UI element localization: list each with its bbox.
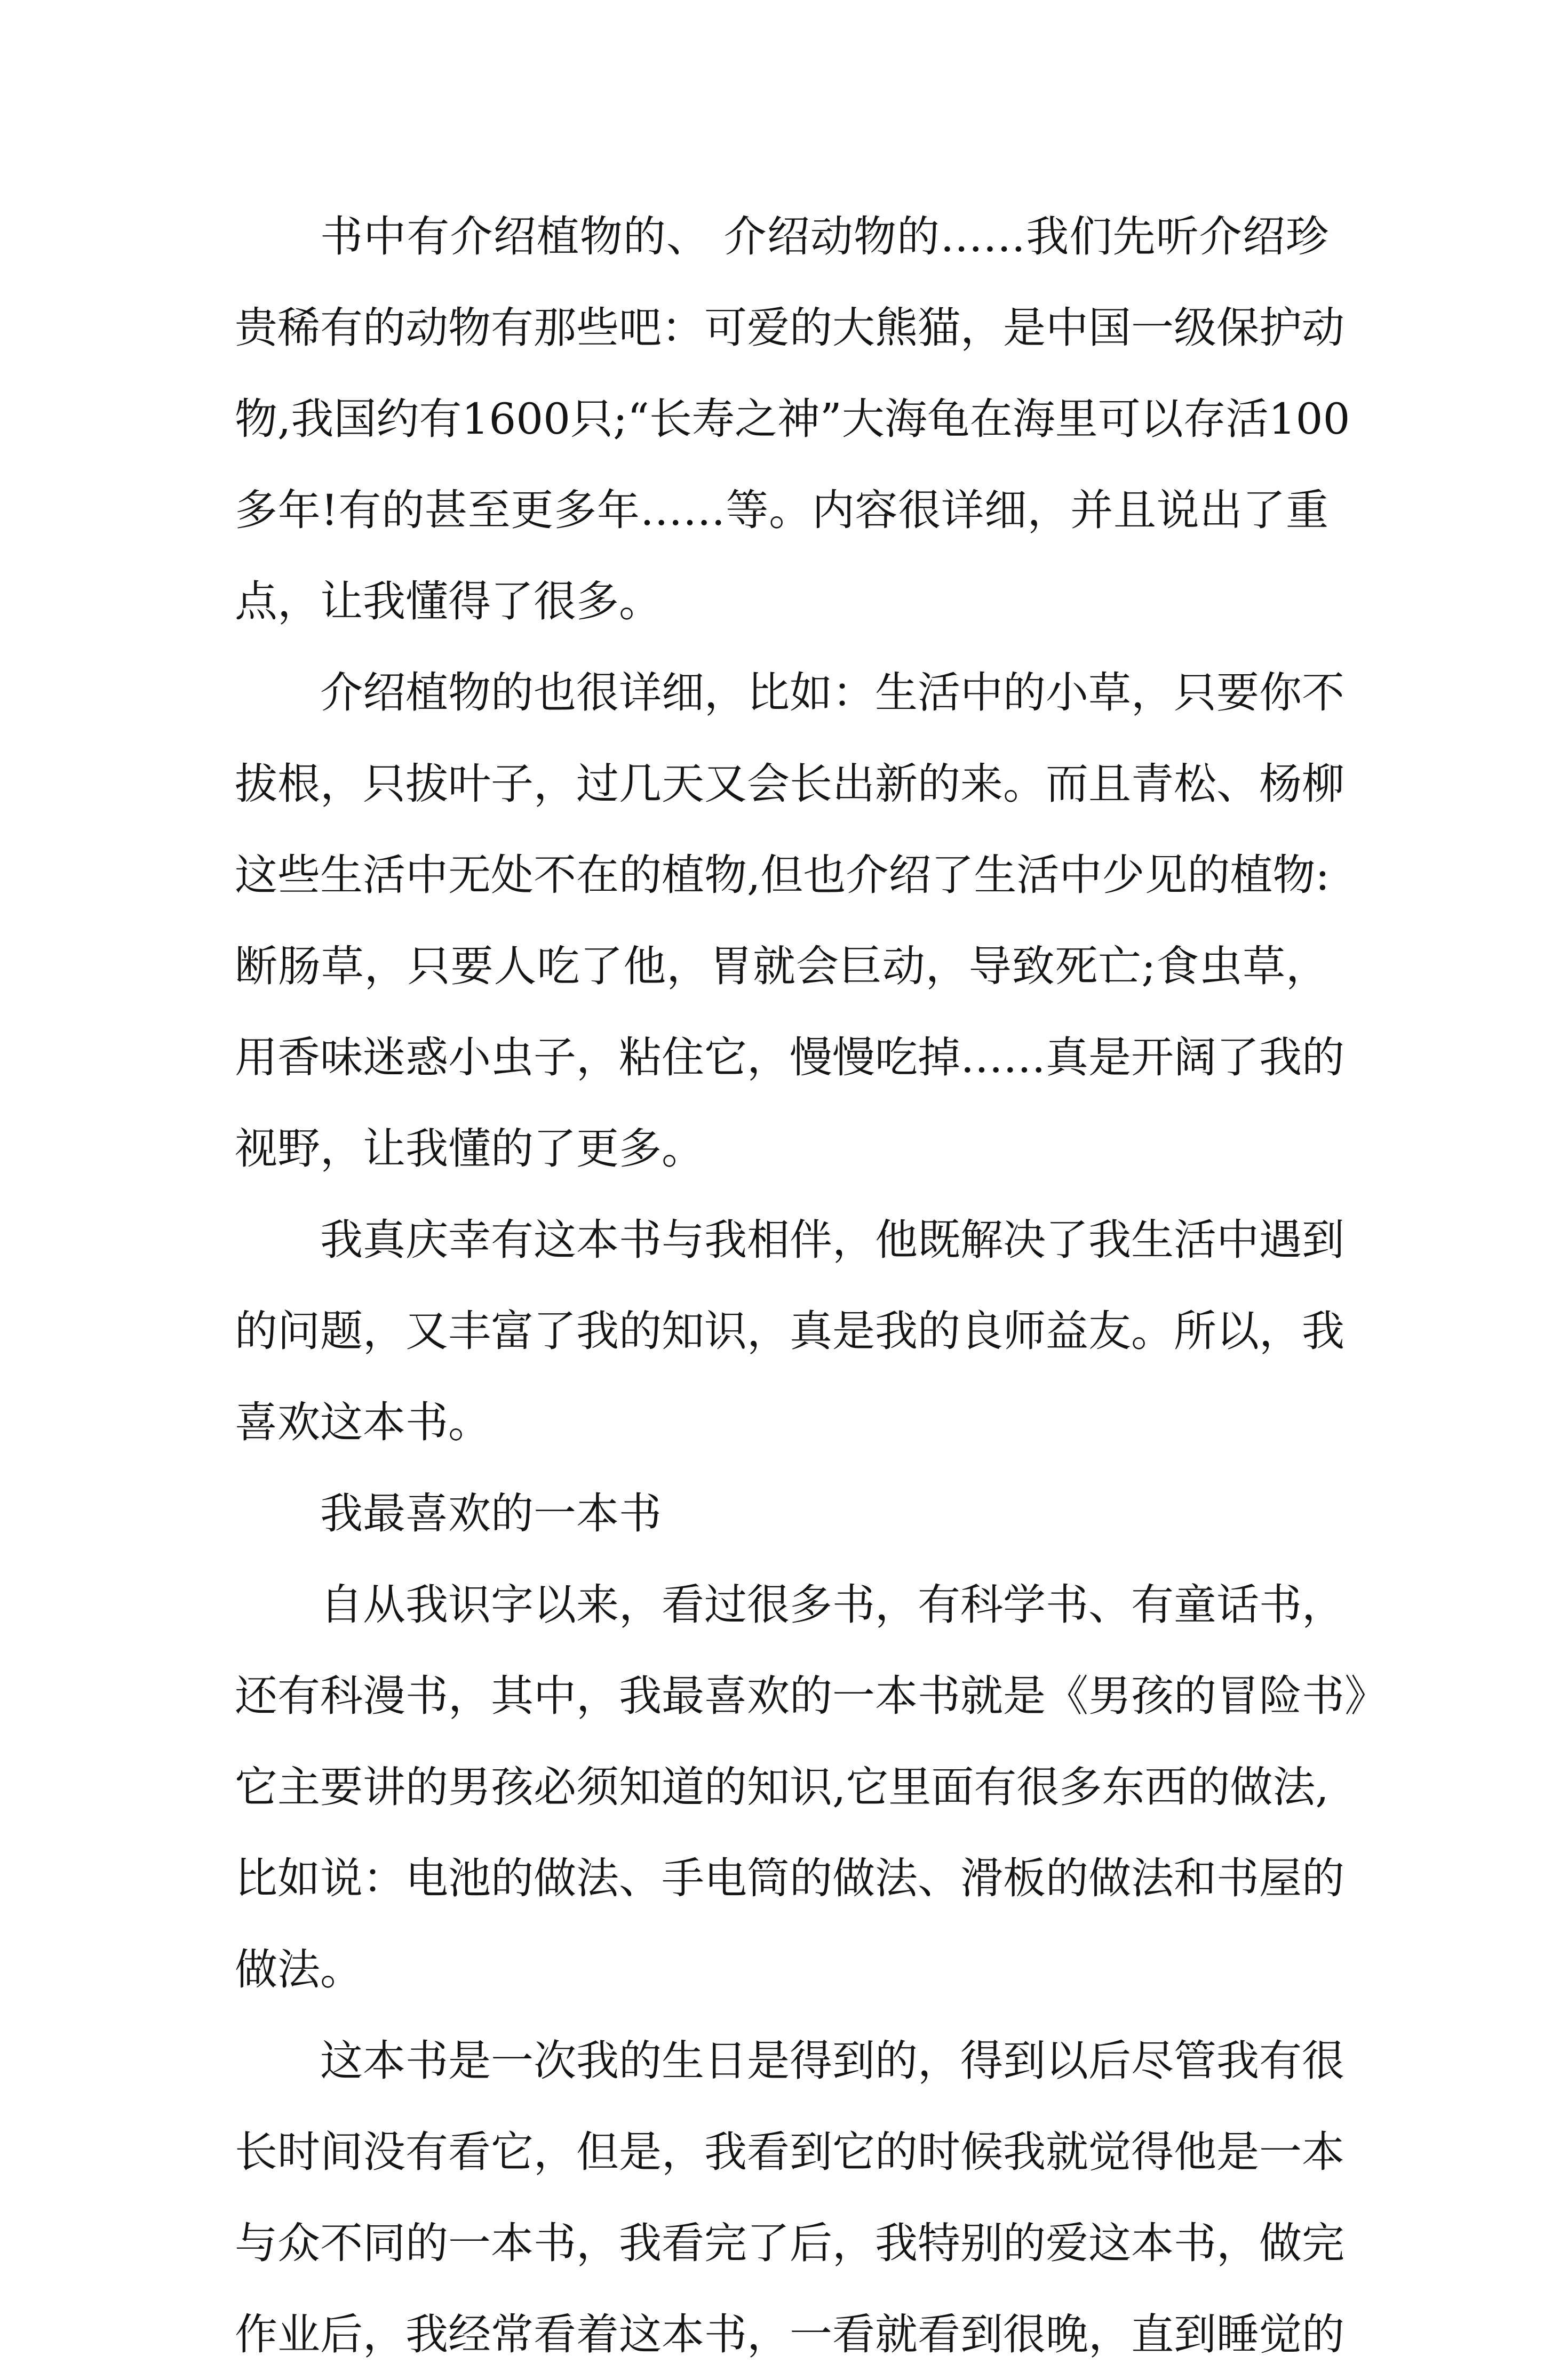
- paragraph-line: 我真庆幸有这本书与我相伴，他既解决了我生活中遇到: [320, 1215, 1344, 1265]
- paragraph-line: 还有科漫书，其中，我最喜欢的一本书就是《男孩的冒险书》: [235, 1671, 1387, 1721]
- paragraph-line: 多年!有的甚至更多年……等。内容很详细，并且说出了重: [235, 485, 1328, 535]
- paragraph-line: 自从我识字以来，看过很多书，有科学书、有童话书，: [320, 1580, 1344, 1630]
- paragraph-line: 做法。: [235, 1945, 363, 1994]
- paragraph-line: 它主要讲的男孩必须知道的知识,它里面有很多东西的做法,: [235, 1762, 1329, 1812]
- paragraph-line: 的问题，又丰富了我的知识，真是我的良师益友。所以，我: [235, 1306, 1344, 1356]
- paragraph-line: 书中有介绍植物的、 介绍动物的……我们先听介绍珍: [320, 212, 1328, 261]
- paragraph-line: 这本书是一次我的生日是得到的，得到以后尽管我有很: [320, 2036, 1344, 2086]
- paragraph-line: 断肠草，只要人吃了他，胃就会巨动，导致死亡;食虫草，: [235, 941, 1328, 991]
- essay-heading-block: [235, 1468, 1328, 1559]
- paragraph-line: 作业后，我经常看着这本书，一看就看到很晚，直到睡觉的: [235, 2310, 1344, 2359]
- paragraph-line: 贵稀有的动物有那些吧：可爱的大熊猫，是中国一级保护动: [235, 303, 1344, 353]
- paragraph-birthday-gift: [235, 2015, 1344, 2380]
- paragraph-line: 视野，让我懂的了更多。: [235, 1124, 704, 1173]
- paragraph-line: 点，让我懂得了很多。: [235, 577, 662, 626]
- paragraph-conclusion: [235, 1194, 1344, 1468]
- paragraph-line: 介绍植物的也很详细，比如：生活中的小草，只要你不: [320, 668, 1344, 717]
- paragraph-line: 与众不同的一本书，我看完了后，我特别的爱这本书，做完: [235, 2218, 1344, 2268]
- document-body: [235, 191, 1387, 2380]
- paragraph-line: 拔根，只拔叶子，过几天又会长出新的来。而且青松、杨柳: [235, 759, 1344, 809]
- paragraph-line: 用香味迷惑小虫子，粘住它，慢慢吃掉……真是开阔了我的: [235, 1033, 1344, 1082]
- paragraph-line: 喜欢这本书。: [235, 1397, 491, 1447]
- paragraph-favorite-book: [235, 1559, 1387, 2015]
- paragraph-line: 这些生活中无处不在的植物,但也介绍了生活中少见的植物:: [235, 850, 1330, 900]
- paragraph-plants: [235, 647, 1344, 1194]
- paragraph-line: 长时间没有看它，但是，我看到它的时候我就觉得他是一本: [235, 2127, 1344, 2177]
- essay-title: 我最喜欢的一本书: [320, 1489, 662, 1538]
- paragraph-line: 比如说：电池的做法、手电筒的做法、滑板的做法和书屋的: [235, 1854, 1344, 1903]
- paragraph-rare-animals: [235, 191, 1350, 647]
- paragraph-line: 物,我国约有1600只;“长寿之神”大海龟在海里可以存活100: [235, 394, 1350, 444]
